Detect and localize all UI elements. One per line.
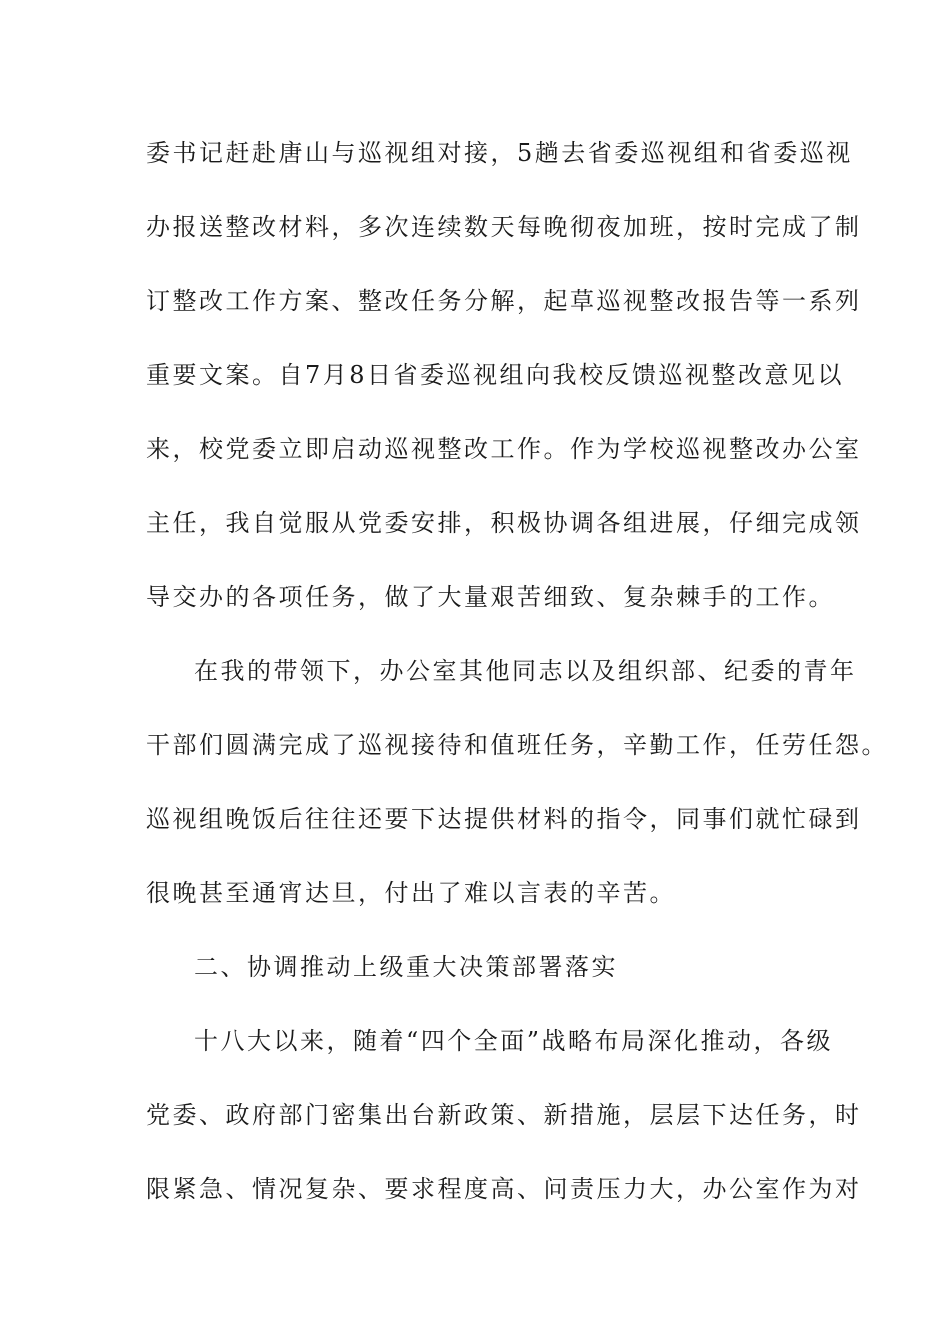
body-line: 重要文案。自7月8日省委巡视组向我校反馈巡视整改意见以: [146, 361, 845, 389]
body-line: 干部们圆满完成了巡视接待和值班任务，辛勤工作，任劳任怨。: [146, 731, 888, 759]
body-line: 很晚甚至通宵达旦，付出了难以言表的辛苦。: [146, 879, 676, 907]
body-line: 巡视组晚饭后往往还要下达提供材料的指令，同事们就忙碌到: [146, 805, 862, 833]
paragraph-start-line: 在我的带领下，办公室其他同志以及组织部、纪委的青年: [194, 657, 857, 685]
body-line: 党委、政府部门密集出台新政策、新措施，层层下达任务，时: [146, 1101, 862, 1129]
body-line: 限紧急、情况复杂、要求程度高、问责压力大，办公室作为对: [146, 1175, 862, 1203]
paragraph-start-line: 十八大以来，随着“四个全面”战略布局深化推动，各级: [194, 1027, 834, 1055]
body-line: 来，校党委立即启动巡视整改工作。作为学校巡视整改办公室: [146, 435, 862, 463]
body-line: 订整改工作方案、整改任务分解，起草巡视整改报告等一系列: [146, 287, 862, 315]
section-heading: 二、协调推动上级重大决策部署落实: [194, 953, 618, 981]
body-line: 导交办的各项任务，做了大量艰苦细致、复杂棘手的工作。: [146, 583, 835, 611]
body-line: 委书记赶赴唐山与巡视组对接，5趟去省委巡视组和省委巡视: [146, 139, 853, 167]
body-line: 办报送整改材料，多次连续数天每晚彻夜加班，按时完成了制: [146, 213, 862, 241]
body-line: 主任，我自觉服从党委安排，积极协调各组进展，仔细完成领: [146, 509, 862, 537]
